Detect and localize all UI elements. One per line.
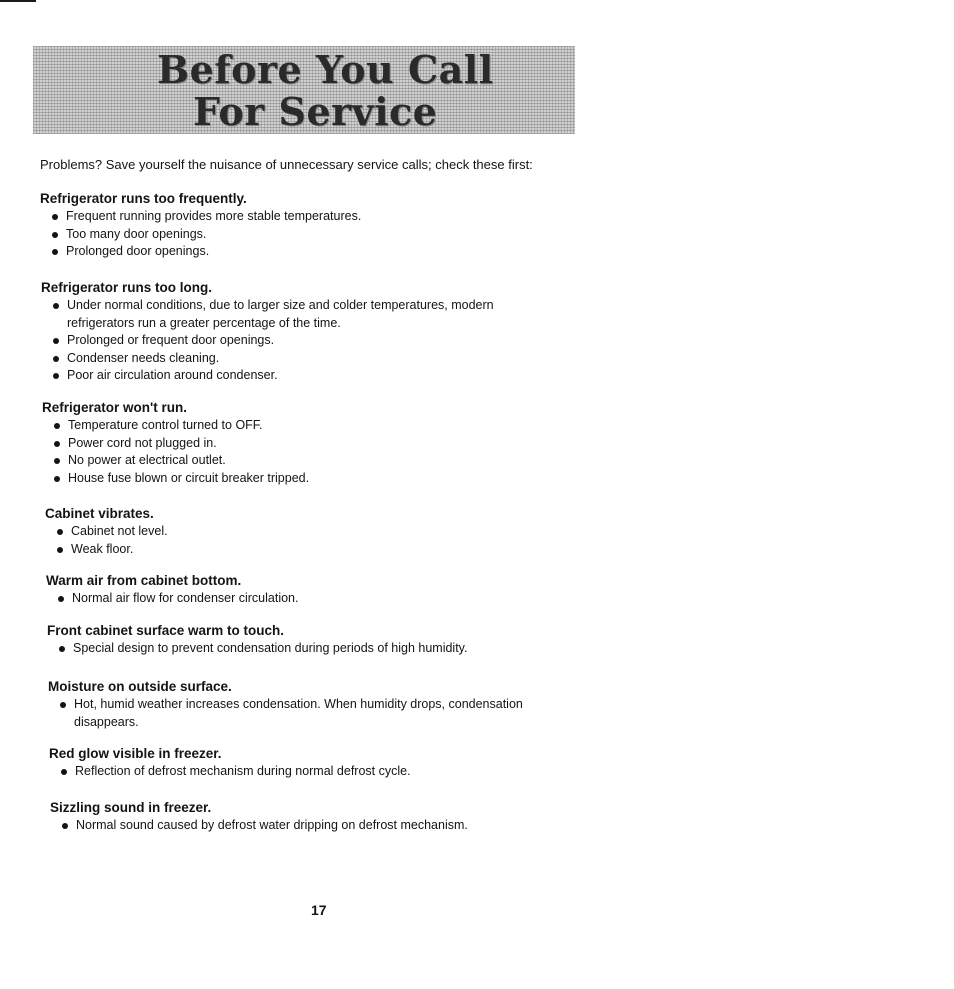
bullet-icon bbox=[60, 702, 66, 708]
list-item bbox=[48, 696, 523, 731]
section bbox=[46, 572, 298, 608]
list-item bbox=[45, 523, 168, 541]
list-item bbox=[42, 452, 309, 470]
list-item-text: Frequent running provides more stable temperatures. bbox=[66, 209, 362, 223]
bullet-icon bbox=[54, 441, 60, 447]
section-heading: Refrigerator won't run. bbox=[42, 400, 187, 415]
list-item-text: Too many door openings. bbox=[66, 226, 207, 241]
list-item bbox=[41, 297, 494, 332]
bullet-icon bbox=[54, 458, 60, 464]
bullet-icon bbox=[53, 338, 59, 344]
bullet-list bbox=[47, 640, 467, 658]
list-item-text: Prolonged door openings. bbox=[66, 244, 210, 258]
bullet-icon bbox=[61, 769, 67, 775]
bullet-icon bbox=[52, 214, 58, 220]
list-item bbox=[50, 817, 468, 835]
bullet-icon bbox=[52, 249, 58, 255]
bullet-icon bbox=[53, 373, 59, 379]
section bbox=[41, 279, 494, 385]
bullet-icon bbox=[53, 303, 59, 309]
list-item bbox=[40, 226, 361, 244]
bullet-list bbox=[41, 297, 494, 385]
section-heading: Warm air from cabinet bottom. bbox=[46, 573, 242, 588]
list-item bbox=[47, 640, 467, 658]
list-item-text: Cabinet not level. bbox=[71, 524, 168, 538]
list-item-text: Special design to prevent condensation during periods of high humidity. bbox=[73, 641, 468, 655]
bullet-list bbox=[50, 817, 468, 835]
section-heading: Front cabinet surface warm to touch. bbox=[47, 623, 285, 638]
list-item-text: No power at electrical outlet. bbox=[68, 453, 226, 467]
section bbox=[45, 505, 168, 558]
list-item-text: Under normal conditions, due to larger size and colder temperatures, modern bbox=[67, 298, 494, 312]
bullet-list bbox=[40, 208, 361, 261]
bullet-list bbox=[42, 417, 309, 487]
bullet-list bbox=[45, 523, 168, 558]
section bbox=[49, 745, 411, 781]
section-heading: Moisture on outside surface. bbox=[48, 679, 232, 694]
section-heading: Red glow visible in freezer. bbox=[49, 746, 222, 761]
list-item-text: Power cord not plugged in. bbox=[68, 435, 217, 450]
list-item-text: refrigerators run a greater percentage of the time. bbox=[67, 315, 341, 330]
list-item-text: disappears. bbox=[74, 714, 139, 729]
bullet-icon bbox=[58, 596, 64, 602]
list-item bbox=[40, 208, 361, 226]
list-item-text: Normal air flow for condenser circulation. bbox=[72, 591, 299, 605]
list-item bbox=[41, 367, 494, 385]
list-item-text: House fuse blown or circuit breaker tripped. bbox=[68, 470, 310, 485]
list-item bbox=[42, 417, 309, 435]
intro-text: Problems? Save yourself the nuisance of unnecessary service calls; check these first: bbox=[40, 157, 533, 172]
bullet-icon bbox=[62, 823, 68, 829]
list-item-text: Reflection of defrost mechanism during normal defrost cycle. bbox=[75, 764, 411, 778]
list-item bbox=[42, 435, 309, 453]
list-item bbox=[46, 590, 298, 608]
page-title-line-1: Before You Call bbox=[157, 47, 494, 92]
section-heading: Sizzling sound in freezer. bbox=[50, 800, 212, 815]
list-item bbox=[40, 243, 361, 261]
list-item bbox=[49, 763, 411, 781]
page-title-line-2: For Service bbox=[193, 89, 438, 134]
list-item-text: Temperature control turned to OFF. bbox=[68, 418, 263, 432]
list-item-text: Condenser needs cleaning. bbox=[67, 350, 220, 365]
section bbox=[48, 678, 523, 731]
list-item-text: Weak floor. bbox=[71, 541, 134, 556]
corner-rule bbox=[0, 0, 36, 2]
list-item-text: Normal sound caused by defrost water dripping on defrost mechanism. bbox=[76, 818, 468, 832]
bullet-list bbox=[46, 590, 298, 608]
list-item bbox=[41, 350, 494, 368]
section bbox=[50, 799, 468, 835]
section-heading: Refrigerator runs too long. bbox=[41, 280, 213, 295]
bullet-icon bbox=[52, 232, 58, 238]
bullet-icon bbox=[54, 476, 60, 482]
title-banner bbox=[33, 46, 575, 134]
bullet-icon bbox=[54, 423, 60, 429]
list-item bbox=[45, 541, 168, 559]
bullet-icon bbox=[59, 646, 65, 652]
section-heading: Refrigerator runs too frequently. bbox=[40, 191, 247, 206]
bullet-list bbox=[48, 696, 523, 731]
section-heading: Cabinet vibrates. bbox=[45, 506, 154, 521]
list-item bbox=[41, 332, 494, 350]
list-item-text: Prolonged or frequent door openings. bbox=[67, 333, 275, 347]
section bbox=[47, 622, 467, 658]
list-item-text: Poor air circulation around condenser. bbox=[67, 368, 278, 382]
bullet-icon bbox=[53, 356, 59, 362]
list-item bbox=[42, 470, 309, 488]
list-item-text: Hot, humid weather increases condensation. When humidity drops, condensation bbox=[74, 697, 523, 711]
bullet-list bbox=[49, 763, 411, 781]
bullet-icon bbox=[57, 529, 63, 535]
page-number: 17 bbox=[311, 902, 327, 918]
bullet-icon bbox=[57, 547, 63, 553]
section bbox=[40, 190, 361, 261]
section bbox=[42, 399, 309, 487]
